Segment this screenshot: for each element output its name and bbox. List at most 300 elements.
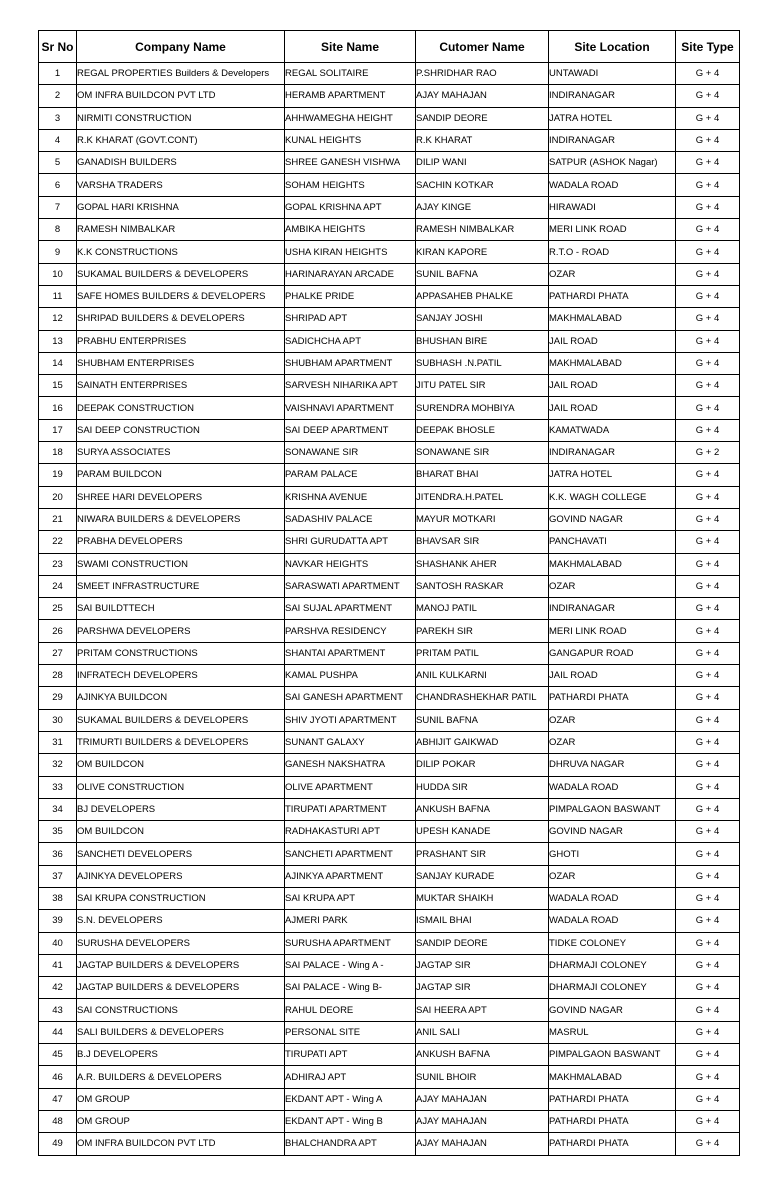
sr-no-cell: 35 xyxy=(39,821,77,843)
table-row xyxy=(39,330,740,352)
customer-name-cell: ISMAIL BHAI xyxy=(416,910,549,932)
company-name-cell: INFRATECH DEVELOPERS xyxy=(77,665,285,687)
table-row xyxy=(39,887,740,909)
company-name-cell: R.K KHARAT (GOVT.CONT) xyxy=(77,129,285,151)
site-name-cell: OLIVE APARTMENT xyxy=(285,776,416,798)
table-row xyxy=(39,977,740,999)
company-name-cell: JAGTAP BUILDERS & DEVELOPERS xyxy=(77,977,285,999)
sr-no-cell: 15 xyxy=(39,375,77,397)
site-name-cell: SHREE GANESH VISHWA xyxy=(285,152,416,174)
table-row xyxy=(39,152,740,174)
header-site-type: Site Type xyxy=(676,31,740,63)
sr-no-cell: 9 xyxy=(39,241,77,263)
company-name-cell: K.K CONSTRUCTIONS xyxy=(77,241,285,263)
site-name-cell: SOHAM HEIGHTS xyxy=(285,174,416,196)
customer-name-cell: RAMESH NIMBALKAR xyxy=(416,219,549,241)
company-name-cell: SAFE HOMES BUILDERS & DEVELOPERS xyxy=(77,285,285,307)
site-type-cell: G + 4 xyxy=(676,152,740,174)
company-name-cell: SURUSHA DEVELOPERS xyxy=(77,932,285,954)
company-name-cell: OM INFRA BUILDCON PVT LTD xyxy=(77,85,285,107)
customer-name-cell: P.SHRIDHAR RAO xyxy=(416,63,549,85)
company-name-cell: SALI BUILDERS & DEVELOPERS xyxy=(77,1021,285,1043)
customer-name-cell: AJAY MAHAJAN xyxy=(416,1088,549,1110)
sr-no-cell: 24 xyxy=(39,575,77,597)
site-name-cell: SAI GANESH APARTMENT xyxy=(285,687,416,709)
sr-no-cell: 5 xyxy=(39,152,77,174)
customer-name-cell: SANTOSH RASKAR xyxy=(416,575,549,597)
site-name-cell: PARAM PALACE xyxy=(285,464,416,486)
table-row xyxy=(39,85,740,107)
sr-no-cell: 17 xyxy=(39,419,77,441)
table-row xyxy=(39,531,740,553)
site-name-cell: SHRIPAD APT xyxy=(285,308,416,330)
company-name-cell: GOPAL HARI KRISHNA xyxy=(77,196,285,218)
site-type-cell: G + 4 xyxy=(676,642,740,664)
table-row xyxy=(39,352,740,374)
customer-name-cell: JITU PATEL SIR xyxy=(416,375,549,397)
site-location-cell: OZAR xyxy=(549,865,676,887)
company-name-cell: OM GROUP xyxy=(77,1088,285,1110)
customer-name-cell: AJAY MAHAJAN xyxy=(416,1133,549,1155)
site-type-cell: G + 4 xyxy=(676,174,740,196)
table-row xyxy=(39,285,740,307)
site-type-cell: G + 4 xyxy=(676,1110,740,1132)
site-name-cell: SHANTAI APARTMENT xyxy=(285,642,416,664)
site-location-cell: OZAR xyxy=(549,575,676,597)
site-location-cell: GOVIND NAGAR xyxy=(549,508,676,530)
site-type-cell: G + 4 xyxy=(676,285,740,307)
table-row xyxy=(39,375,740,397)
site-type-cell: G + 4 xyxy=(676,1088,740,1110)
customer-name-cell: SUNIL BHOIR xyxy=(416,1066,549,1088)
company-name-cell: B.J DEVELOPERS xyxy=(77,1044,285,1066)
company-name-cell: SUKAMAL BUILDERS & DEVELOPERS xyxy=(77,709,285,731)
company-name-cell: SAINATH ENTERPRISES xyxy=(77,375,285,397)
table-row xyxy=(39,129,740,151)
sr-no-cell: 40 xyxy=(39,932,77,954)
customer-name-cell: ANIL SALI xyxy=(416,1021,549,1043)
company-name-cell: REGAL PROPERTIES Builders & Developers xyxy=(77,63,285,85)
sr-no-cell: 45 xyxy=(39,1044,77,1066)
site-name-cell: SAI KRUPA APT xyxy=(285,887,416,909)
site-name-cell: HARINARAYAN ARCADE xyxy=(285,263,416,285)
site-location-cell: WADALA ROAD xyxy=(549,910,676,932)
site-name-cell: SURUSHA APARTMENT xyxy=(285,932,416,954)
site-name-cell: RAHUL DEORE xyxy=(285,999,416,1021)
site-name-cell: RADHAKASTURI APT xyxy=(285,821,416,843)
site-name-cell: EKDANT APT - Wing B xyxy=(285,1110,416,1132)
site-name-cell: SHIV JYOTI APARTMENT xyxy=(285,709,416,731)
site-name-cell: AJMERI PARK xyxy=(285,910,416,932)
site-name-cell: PERSONAL SITE xyxy=(285,1021,416,1043)
sr-no-cell: 32 xyxy=(39,754,77,776)
table-row xyxy=(39,1066,740,1088)
sr-no-cell: 26 xyxy=(39,620,77,642)
site-type-cell: G + 4 xyxy=(676,1066,740,1088)
table-row xyxy=(39,620,740,642)
site-name-cell: PHALKE PRIDE xyxy=(285,285,416,307)
customer-name-cell: AJAY MAHAJAN xyxy=(416,1110,549,1132)
table-row xyxy=(39,63,740,85)
site-location-cell: SATPUR (ASHOK Nagar) xyxy=(549,152,676,174)
table-row xyxy=(39,1110,740,1132)
site-location-cell: PATHARDI PHATA xyxy=(549,1088,676,1110)
site-name-cell: VAISHNAVI APARTMENT xyxy=(285,397,416,419)
site-location-cell: KAMATWADA xyxy=(549,419,676,441)
site-type-cell: G + 4 xyxy=(676,196,740,218)
site-name-cell: SONAWANE SIR xyxy=(285,442,416,464)
sr-no-cell: 7 xyxy=(39,196,77,218)
customer-name-cell: KIRAN KAPORE xyxy=(416,241,549,263)
company-name-cell: VARSHA TRADERS xyxy=(77,174,285,196)
sr-no-cell: 16 xyxy=(39,397,77,419)
site-type-cell: G + 4 xyxy=(676,63,740,85)
table-row xyxy=(39,575,740,597)
table-row xyxy=(39,1044,740,1066)
site-type-cell: G + 4 xyxy=(676,687,740,709)
company-name-cell: SHREE HARI DEVELOPERS xyxy=(77,486,285,508)
sr-no-cell: 30 xyxy=(39,709,77,731)
sr-no-cell: 13 xyxy=(39,330,77,352)
site-type-cell: G + 4 xyxy=(676,709,740,731)
site-name-cell: PARSHVA RESIDENCY xyxy=(285,620,416,642)
customer-name-cell: SACHIN KOTKAR xyxy=(416,174,549,196)
company-name-cell: DEEPAK CONSTRUCTION xyxy=(77,397,285,419)
customer-name-cell: SAI HEERA APT xyxy=(416,999,549,1021)
site-name-cell: EKDANT APT - Wing A xyxy=(285,1088,416,1110)
site-type-cell: G + 4 xyxy=(676,241,740,263)
site-location-cell: GOVIND NAGAR xyxy=(549,999,676,1021)
company-name-cell: SAI BUILDTTECH xyxy=(77,598,285,620)
sr-no-cell: 46 xyxy=(39,1066,77,1088)
site-location-cell: MAKHMALABAD xyxy=(549,1066,676,1088)
table-row xyxy=(39,1088,740,1110)
site-location-cell: JAIL ROAD xyxy=(549,665,676,687)
company-name-cell: OLIVE CONSTRUCTION xyxy=(77,776,285,798)
site-location-cell: JAIL ROAD xyxy=(549,330,676,352)
site-type-cell: G + 4 xyxy=(676,665,740,687)
sr-no-cell: 41 xyxy=(39,954,77,976)
site-name-cell: SAI PALACE - Wing A - xyxy=(285,954,416,976)
sr-no-cell: 39 xyxy=(39,910,77,932)
sr-no-cell: 33 xyxy=(39,776,77,798)
customer-name-cell: R.K KHARAT xyxy=(416,129,549,151)
customer-name-cell: SANDIP DEORE xyxy=(416,107,549,129)
table-row xyxy=(39,397,740,419)
site-type-cell: G + 4 xyxy=(676,821,740,843)
site-name-cell: NAVKAR HEIGHTS xyxy=(285,553,416,575)
sr-no-cell: 12 xyxy=(39,308,77,330)
sr-no-cell: 44 xyxy=(39,1021,77,1043)
customer-name-cell: AJAY KINGE xyxy=(416,196,549,218)
table-row xyxy=(39,553,740,575)
site-name-cell: USHA KIRAN HEIGHTS xyxy=(285,241,416,263)
customer-name-cell: DILIP WANI xyxy=(416,152,549,174)
table-row xyxy=(39,843,740,865)
site-type-cell: G + 4 xyxy=(676,910,740,932)
site-location-cell: PATHARDI PHATA xyxy=(549,687,676,709)
sr-no-cell: 42 xyxy=(39,977,77,999)
site-type-cell: G + 4 xyxy=(676,129,740,151)
site-name-cell: KUNAL HEIGHTS xyxy=(285,129,416,151)
sr-no-cell: 34 xyxy=(39,798,77,820)
company-name-cell: OM INFRA BUILDCON PVT LTD xyxy=(77,1133,285,1155)
site-type-cell: G + 4 xyxy=(676,508,740,530)
customer-name-cell: BHAVSAR SIR xyxy=(416,531,549,553)
sr-no-cell: 2 xyxy=(39,85,77,107)
header-customer-name: Cutomer Name xyxy=(416,31,549,63)
site-type-cell: G + 4 xyxy=(676,531,740,553)
company-name-cell: SUKAMAL BUILDERS & DEVELOPERS xyxy=(77,263,285,285)
customer-name-cell: PAREKH SIR xyxy=(416,620,549,642)
customer-name-cell: MUKTAR SHAIKH xyxy=(416,887,549,909)
company-name-cell: PRABHA DEVELOPERS xyxy=(77,531,285,553)
customer-name-cell: SUBHASH .N.PATIL xyxy=(416,352,549,374)
site-location-cell: TIDKE COLONEY xyxy=(549,932,676,954)
table-row xyxy=(39,1021,740,1043)
table-row xyxy=(39,174,740,196)
site-type-cell: G + 4 xyxy=(676,932,740,954)
table-row xyxy=(39,219,740,241)
site-type-cell: G + 4 xyxy=(676,263,740,285)
table-row xyxy=(39,865,740,887)
customer-name-cell: AJAY MAHAJAN xyxy=(416,85,549,107)
site-name-cell: KRISHNA AVENUE xyxy=(285,486,416,508)
site-name-cell: SANCHETI APARTMENT xyxy=(285,843,416,865)
sr-no-cell: 27 xyxy=(39,642,77,664)
site-location-cell: OZAR xyxy=(549,709,676,731)
site-name-cell: TIRUPATI APARTMENT xyxy=(285,798,416,820)
sr-no-cell: 19 xyxy=(39,464,77,486)
customer-name-cell: SUNIL BAFNA xyxy=(416,709,549,731)
site-location-cell: JATRA HOTEL xyxy=(549,464,676,486)
sr-no-cell: 21 xyxy=(39,508,77,530)
site-location-cell: R.T.O - ROAD xyxy=(549,241,676,263)
table-row xyxy=(39,665,740,687)
site-location-cell: MASRUL xyxy=(549,1021,676,1043)
sr-no-cell: 47 xyxy=(39,1088,77,1110)
site-location-cell: MAKHMALABAD xyxy=(549,352,676,374)
company-name-cell: AJINKYA DEVELOPERS xyxy=(77,865,285,887)
customer-name-cell: JAGTAP SIR xyxy=(416,977,549,999)
site-name-cell: AMBIKA HEIGHTS xyxy=(285,219,416,241)
site-type-cell: G + 4 xyxy=(676,1044,740,1066)
table-row xyxy=(39,241,740,263)
company-name-cell: SHRIPAD BUILDERS & DEVELOPERS xyxy=(77,308,285,330)
site-type-cell: G + 4 xyxy=(676,754,740,776)
site-type-cell: G + 2 xyxy=(676,442,740,464)
site-type-cell: G + 4 xyxy=(676,85,740,107)
sr-no-cell: 23 xyxy=(39,553,77,575)
company-name-cell: SANCHETI DEVELOPERS xyxy=(77,843,285,865)
site-name-cell: SHUBHAM APARTMENT xyxy=(285,352,416,374)
site-location-cell: MAKHMALABAD xyxy=(549,553,676,575)
sr-no-cell: 4 xyxy=(39,129,77,151)
company-name-cell: SAI DEEP CONSTRUCTION xyxy=(77,419,285,441)
table-row xyxy=(39,798,740,820)
site-name-cell: SADICHCHA APT xyxy=(285,330,416,352)
customer-name-cell: APPASAHEB PHALKE xyxy=(416,285,549,307)
site-type-cell: G + 4 xyxy=(676,977,740,999)
table-row xyxy=(39,308,740,330)
sr-no-cell: 20 xyxy=(39,486,77,508)
table-row xyxy=(39,263,740,285)
site-type-cell: G + 4 xyxy=(676,1133,740,1155)
site-location-cell: OZAR xyxy=(549,731,676,753)
company-name-cell: NIRMITI CONSTRUCTION xyxy=(77,107,285,129)
company-name-cell: TRIMURTI BUILDERS & DEVELOPERS xyxy=(77,731,285,753)
sr-no-cell: 1 xyxy=(39,63,77,85)
table-row xyxy=(39,642,740,664)
site-location-cell: K.K. WAGH COLLEGE xyxy=(549,486,676,508)
company-name-cell: SHUBHAM ENTERPRISES xyxy=(77,352,285,374)
sr-no-cell: 43 xyxy=(39,999,77,1021)
site-name-cell: AJINKYA APARTMENT xyxy=(285,865,416,887)
customer-name-cell: MAYUR MOTKARI xyxy=(416,508,549,530)
site-name-cell: SADASHIV PALACE xyxy=(285,508,416,530)
company-name-cell: GANADISH BUILDERS xyxy=(77,152,285,174)
site-location-cell: JATRA HOTEL xyxy=(549,107,676,129)
table-row xyxy=(39,954,740,976)
table-row xyxy=(39,754,740,776)
sr-no-cell: 11 xyxy=(39,285,77,307)
company-name-cell: SWAMI CONSTRUCTION xyxy=(77,553,285,575)
company-name-cell: OM BUILDCON xyxy=(77,821,285,843)
table-row xyxy=(39,508,740,530)
site-name-cell: SAI PALACE - Wing B- xyxy=(285,977,416,999)
site-type-cell: G + 4 xyxy=(676,375,740,397)
site-type-cell: G + 4 xyxy=(676,352,740,374)
site-type-cell: G + 4 xyxy=(676,553,740,575)
customer-name-cell: ANIL KULKARNI xyxy=(416,665,549,687)
table-row xyxy=(39,1133,740,1155)
site-location-cell: DHARMAJI COLONEY xyxy=(549,954,676,976)
company-name-cell: SURYA ASSOCIATES xyxy=(77,442,285,464)
table-row xyxy=(39,486,740,508)
site-name-cell: SAI DEEP APARTMENT xyxy=(285,419,416,441)
table-body xyxy=(39,63,740,1156)
company-name-cell: OM GROUP xyxy=(77,1110,285,1132)
site-location-cell: OZAR xyxy=(549,263,676,285)
site-location-cell: WADALA ROAD xyxy=(549,174,676,196)
table-row xyxy=(39,196,740,218)
sr-no-cell: 25 xyxy=(39,598,77,620)
site-location-cell: INDIRANAGAR xyxy=(549,85,676,107)
site-location-cell: PATHARDI PHATA xyxy=(549,285,676,307)
customer-name-cell: SANDIP DEORE xyxy=(416,932,549,954)
site-location-cell: MAKHMALABAD xyxy=(549,308,676,330)
site-type-cell: G + 4 xyxy=(676,419,740,441)
table-row xyxy=(39,821,740,843)
sr-no-cell: 18 xyxy=(39,442,77,464)
site-type-cell: G + 4 xyxy=(676,219,740,241)
site-location-cell: PIMPALGAON BASWANT xyxy=(549,798,676,820)
customer-name-cell: BHARAT BHAI xyxy=(416,464,549,486)
customer-name-cell: SANJAY KURADE xyxy=(416,865,549,887)
company-name-cell: JAGTAP BUILDERS & DEVELOPERS xyxy=(77,954,285,976)
site-location-cell: HIRAWADI xyxy=(549,196,676,218)
site-location-cell: GHOTI xyxy=(549,843,676,865)
site-type-cell: G + 4 xyxy=(676,865,740,887)
site-type-cell: G + 4 xyxy=(676,308,740,330)
site-location-cell: PANCHAVATI xyxy=(549,531,676,553)
sr-no-cell: 22 xyxy=(39,531,77,553)
header-sr-no: Sr No xyxy=(39,31,77,63)
site-name-cell: BHALCHANDRA APT xyxy=(285,1133,416,1155)
site-type-cell: G + 4 xyxy=(676,1021,740,1043)
sr-no-cell: 10 xyxy=(39,263,77,285)
customer-name-cell: JAGTAP SIR xyxy=(416,954,549,976)
customer-name-cell: SANJAY JOSHI xyxy=(416,308,549,330)
sites-table xyxy=(38,30,740,1156)
sr-no-cell: 37 xyxy=(39,865,77,887)
customer-name-cell: JITENDRA.H.PATEL xyxy=(416,486,549,508)
site-type-cell: G + 4 xyxy=(676,731,740,753)
site-location-cell: DHRUVA NAGAR xyxy=(549,754,676,776)
company-name-cell: OM BUILDCON xyxy=(77,754,285,776)
customer-name-cell: CHANDRASHEKHAR PATIL xyxy=(416,687,549,709)
table-row xyxy=(39,910,740,932)
site-type-cell: G + 4 xyxy=(676,464,740,486)
customer-name-cell: SONAWANE SIR xyxy=(416,442,549,464)
customer-name-cell: ANKUSH BAFNA xyxy=(416,798,549,820)
customer-name-cell: PRITAM PATIL xyxy=(416,642,549,664)
site-location-cell: JAIL ROAD xyxy=(549,375,676,397)
table-row xyxy=(39,709,740,731)
sr-no-cell: 29 xyxy=(39,687,77,709)
company-name-cell: SAI KRUPA CONSTRUCTION xyxy=(77,887,285,909)
site-type-cell: G + 4 xyxy=(676,397,740,419)
header-row xyxy=(39,31,740,63)
table-row xyxy=(39,731,740,753)
customer-name-cell: ABHIJIT GAIKWAD xyxy=(416,731,549,753)
sr-no-cell: 36 xyxy=(39,843,77,865)
table-row xyxy=(39,464,740,486)
company-name-cell: AJINKYA BUILDCON xyxy=(77,687,285,709)
site-name-cell: AHHWAMEGHA HEIGHT xyxy=(285,107,416,129)
site-type-cell: G + 4 xyxy=(676,107,740,129)
table-row xyxy=(39,776,740,798)
site-location-cell: JAIL ROAD xyxy=(549,397,676,419)
site-type-cell: G + 4 xyxy=(676,330,740,352)
sr-no-cell: 31 xyxy=(39,731,77,753)
site-name-cell: TIRUPATI APT xyxy=(285,1044,416,1066)
site-name-cell: SAI SUJAL APARTMENT xyxy=(285,598,416,620)
customer-name-cell: HUDDA SIR xyxy=(416,776,549,798)
customer-name-cell: DEEPAK BHOSLE xyxy=(416,419,549,441)
header-site-location: Site Location xyxy=(549,31,676,63)
customer-name-cell: SUNIL BAFNA xyxy=(416,263,549,285)
company-name-cell: PRITAM CONSTRUCTIONS xyxy=(77,642,285,664)
site-location-cell: INDIRANAGAR xyxy=(549,442,676,464)
site-location-cell: WADALA ROAD xyxy=(549,776,676,798)
table-row xyxy=(39,932,740,954)
site-location-cell: PIMPALGAON BASWANT xyxy=(549,1044,676,1066)
site-name-cell: GANESH NAKSHATRA xyxy=(285,754,416,776)
customer-name-cell: SURENDRA MOHBIYA xyxy=(416,397,549,419)
site-name-cell: HERAMB APARTMENT xyxy=(285,85,416,107)
site-location-cell: INDIRANAGAR xyxy=(549,129,676,151)
site-type-cell: G + 4 xyxy=(676,598,740,620)
site-type-cell: G + 4 xyxy=(676,954,740,976)
company-name-cell: SAI CONSTRUCTIONS xyxy=(77,999,285,1021)
site-name-cell: REGAL SOLITAIRE xyxy=(285,63,416,85)
sr-no-cell: 3 xyxy=(39,107,77,129)
site-location-cell: DHARMAJI COLONEY xyxy=(549,977,676,999)
site-location-cell: UNTAWADI xyxy=(549,63,676,85)
sr-no-cell: 48 xyxy=(39,1110,77,1132)
site-location-cell: GOVIND NAGAR xyxy=(549,821,676,843)
